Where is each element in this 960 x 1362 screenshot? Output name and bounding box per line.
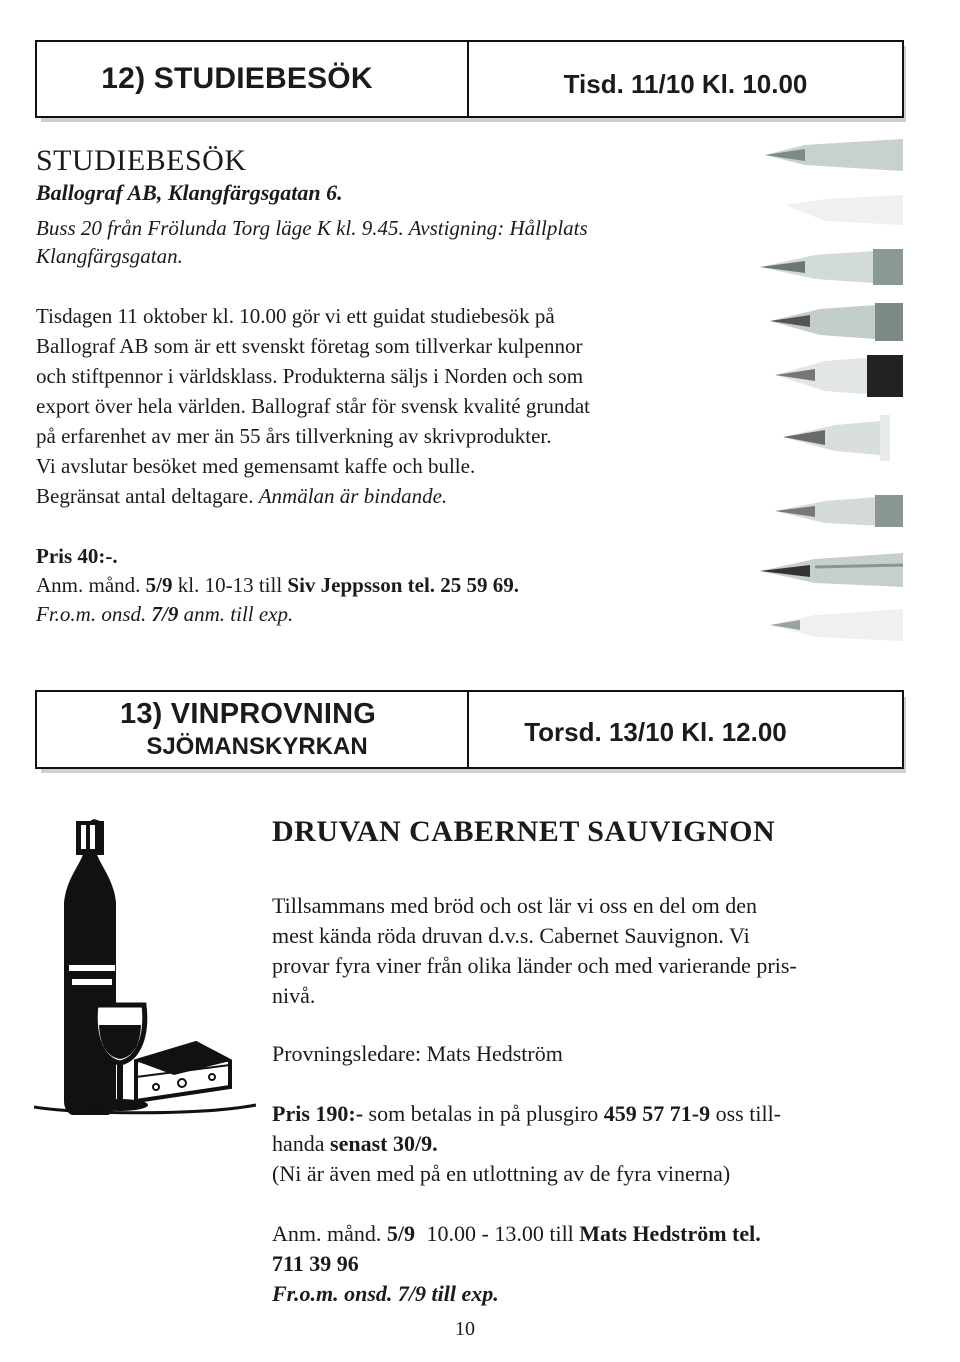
section-13-body-line-1: Tillsammans med bröd och ost lär vi oss en del om den xyxy=(272,893,757,918)
section-12-title-cell xyxy=(37,42,469,116)
section-12-price: Pris 40:-. xyxy=(36,544,118,568)
section-13-date-cell xyxy=(469,692,902,767)
section-12-binding: Anmälan är bindande. xyxy=(258,484,448,508)
section-13-title: 13) VINPROVNING xyxy=(120,698,376,730)
section-12-venue: Ballograf AB, Klangfärgsgatan 6. xyxy=(36,180,343,205)
section-13-reg-contact: Mats Hedström tel. xyxy=(579,1221,761,1246)
pens-illustration xyxy=(755,125,905,645)
section-12-reg-mid: kl. 10-13 till xyxy=(177,573,283,597)
section-13-leader: Provningsledare: Mats Hedström xyxy=(272,1041,563,1066)
section-12-body-line-2: Ballograf AB som är ett svenskt företag som tillverkar kulpennor xyxy=(36,334,583,358)
section-12-heading: STUDIEBESÖK xyxy=(36,144,247,177)
section-13-body-line-4: nivå. xyxy=(272,983,316,1008)
section-13-price-line2-a: handa xyxy=(272,1131,325,1156)
section-12-bus-line-1: Buss 20 från Frölunda Torg läge K kl. 9.45. Avstigning: Hållplats xyxy=(36,216,588,240)
section-12-limited: Begränsat antal deltagare. xyxy=(36,484,254,508)
section-12-body-line-3: och stiftpennor i världsklass. Produkterna säljs i Norden och som xyxy=(36,364,584,388)
section-13-from: Fr.o.m. onsd. 7/9 till exp. xyxy=(272,1281,499,1306)
section-12-from-a: Fr.o.m. onsd. xyxy=(36,602,147,626)
section-13-reg-mid: 10.00 - 13.00 till xyxy=(426,1221,574,1246)
section-12-from-date: 7/9 xyxy=(151,602,179,626)
section-13-price-line-1 xyxy=(272,1099,781,1129)
section-13-price-label: Pris 190:- xyxy=(272,1101,364,1126)
section-12-registration xyxy=(36,571,519,600)
section-13-price-mid: som betalas in på plusgiro xyxy=(368,1101,599,1126)
page-number: 10 xyxy=(455,1318,475,1340)
section-12-body-line-4: export över hela världen. Ballograf står för svensk kvalité grundat xyxy=(36,394,590,418)
section-13-body-line-2: mest kända röda druvan d.v.s. Cabernet Sauvignon. Vi xyxy=(272,923,750,948)
section-13-giro: 459 57 71-9 xyxy=(603,1101,711,1126)
section-12-title: 12) STUDIEBESÖK xyxy=(101,62,373,95)
section-12-date: Tisd. 11/10 Kl. 10.00 xyxy=(563,68,808,99)
section-13-header xyxy=(35,690,904,769)
section-13-subtitle: SJÖMANSKYRKAN xyxy=(146,733,368,760)
section-12-from-b: anm. till exp. xyxy=(183,602,294,626)
section-12-body-line-5: på erfarenhet av mer än 55 års tillverkning av skrivprodukter. xyxy=(36,424,552,448)
section-13-reg-phone: 711 39 96 xyxy=(272,1251,359,1276)
section-13-title-cell xyxy=(37,692,469,767)
section-13-reg-date: 5/9 xyxy=(386,1221,416,1246)
section-12-reg-prefix: Anm. månd. xyxy=(36,573,141,597)
section-12-from xyxy=(36,600,293,629)
section-13-registration xyxy=(272,1219,761,1249)
section-13-body-line-3: provar fyra viner från olika länder och med varierande pris- xyxy=(272,953,797,978)
section-12-body-line-6: Vi avslutar besöket med gemensamt kaffe och bulle. xyxy=(36,454,476,478)
section-12-reg-date: 5/9 xyxy=(145,573,173,597)
section-12-body-line-1: Tisdagen 11 oktober kl. 10.00 gör vi ett guidat studiebesök på xyxy=(36,304,555,328)
section-13-deadline: senast 30/9. xyxy=(330,1131,438,1156)
section-13-price-line-2 xyxy=(272,1129,438,1159)
section-13-note: (Ni är även med på en utlottning av de fyra vinerna) xyxy=(272,1161,731,1186)
wine-cheese-illustration xyxy=(34,815,256,1115)
section-12-bus-line-2: Klangfärgsgatan. xyxy=(36,244,183,268)
section-13-price-end: oss till- xyxy=(715,1101,782,1126)
section-12-reg-contact: Siv Jeppsson tel. 25 59 69. xyxy=(287,573,520,597)
section-12-date-cell xyxy=(469,42,902,116)
section-13-heading: DRUVAN CABERNET SAUVIGNON xyxy=(272,815,776,848)
section-12-header xyxy=(35,40,904,118)
section-13-date: Torsd. 13/10 Kl. 12.00 xyxy=(524,717,787,747)
section-13-reg-prefix: Anm. månd. xyxy=(272,1221,382,1246)
section-12-limited-line xyxy=(36,482,447,511)
